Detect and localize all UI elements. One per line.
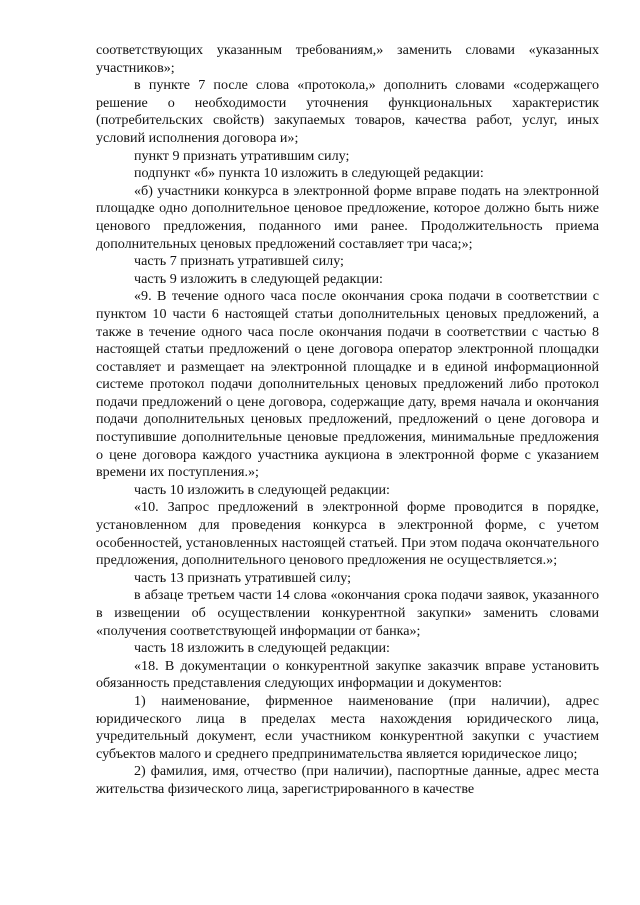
paragraph-14: «18. В документации о конкурентной закупке заказчик вправе установить обязанность представления следующих информации и документов: [96,657,599,692]
paragraph-11: часть 13 признать утратившей силу; [134,569,352,586]
paragraph-16: 2) фамилия, имя, отчество (при наличии), паспортные данные, адрес места жительства физического лица, зарегистрированного в качестве [96,763,599,797]
paragraph-7: часть 9 изложить в следующей редакции: [134,270,383,287]
paragraph-8: «9. В течение одного часа после окончания срока подачи в соответствии с пунктом 10 части 6 настоящей статьи дополнительных ценовых предложений, а также в течение одного часа после окончания подачи в соответствии с частью 8 настоящей статьи предложений о цене договора оператор электронной площадки составляет и размещает на электронной площадке и в единой информационной системе протокол подачи дополнительных ценовых предложений либо протокол подачи предложений о цене договора, содержащие дату, время начала и окончания подачи дополнительных ценовых предложений, предложений о цене договора и поступившие дополнительные ценовые предложения, минимальные предложения о цене договора каждого участника аукциона в электронной форме с указанием времени их поступления.»; [96,288,599,481]
paragraph-3: пункт 9 признать утратившим силу; [134,147,350,164]
paragraph-15: 1) наименование, фирменное наименование (при наличии), адрес юридического лица в пределах места нахождения юридического лица, учредительный документ, если участником конкурентной закупки с участием субъектов малого и среднего предпринимательства является юридическое лицо; [96,692,599,762]
paragraph-2: в пункте 7 после слова «протокола,» дополнить словами «содержащего решение о необходимости уточнения функциональных характеристик (потребительских свойств) закупаемых товаров, качества работ, услуг, иных условий исполнения договора и»; [96,77,599,146]
paragraph-5: «б) участники конкурса в электронной форме вправе подать на электронной площадке одно дополнительное ценовое предложение, которое должно быть ниже ценового предложения, поданного ими ранее. Продолжительность приема дополнительных ценовых предложений составляет три часа;»; [96,182,599,252]
paragraph-9: часть 10 изложить в следующей редакции: [134,481,390,498]
paragraph-1: соответствующих указанным требованиям,» заменить словами «указанных участников»; [96,42,599,76]
paragraph-10: «10. Запрос предложений в электронной форме проводится в порядке, установленном для проведения конкурса в электронной форме, с учетом особенностей, установленных настоящей статьей. При этом подача окончательного предложения, дополнительного ценового предложения не осуществляется.»; [96,499,599,569]
paragraph-12: в абзаце третьем части 14 слова «окончания срока подачи заявок, указанного в извещении об осуществлении конкурентной закупки» заменить словами «получения соответствующей информации от банка»; [96,587,599,639]
document-body [96,42,599,799]
paragraph-6: часть 7 признать утратившей силу; [134,253,344,270]
paragraph-4: подпункт «б» пункта 10 изложить в следующей редакции: [134,165,484,182]
paragraph-13: часть 18 изложить в следующей редакции: [134,640,390,657]
